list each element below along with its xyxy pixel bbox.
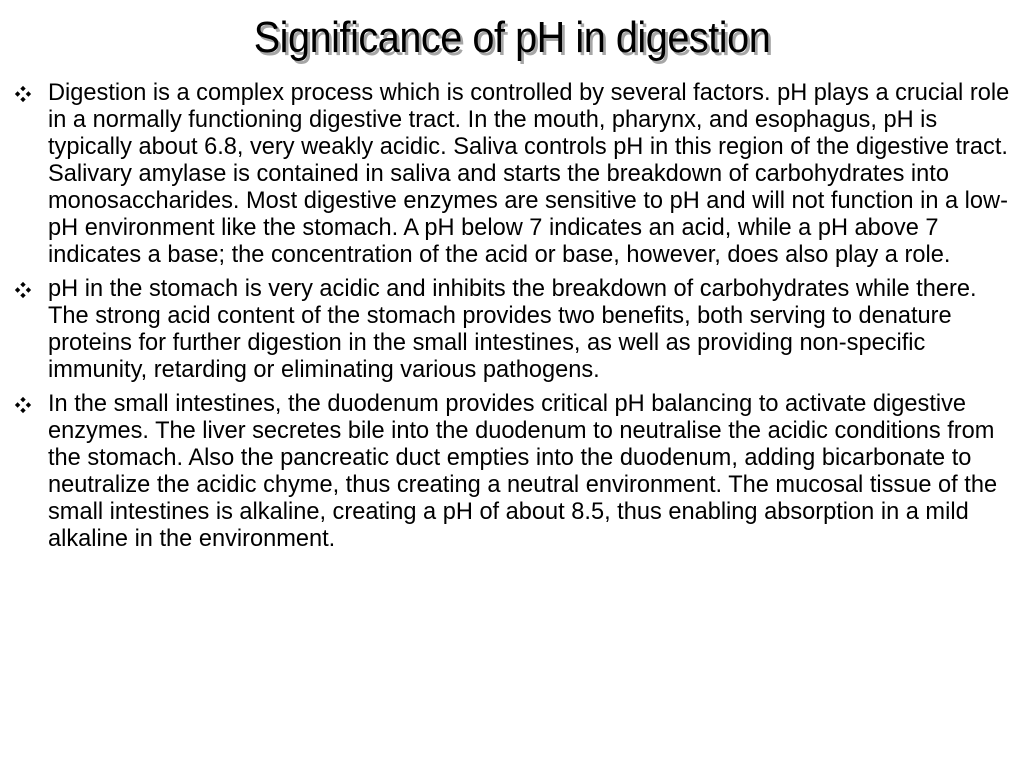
- diamond-quad-icon: [14, 276, 42, 304]
- diamond-quad-icon: [14, 391, 42, 419]
- slide-title: Significance of pH in digestion: [253, 13, 771, 62]
- bullet-text: Digestion is a complex process which is controlled by several factors. pH plays a crucial role in a normally functioning digestive tract. In the mouth, pharynx, and esophagus, pH is typically about 6.8, very weakly acidic. Saliva controls pH in this region of the digestive tract. Salivary amylase is contained in saliva and starts the breakdown of carbohydrates into monosaccharides. Most digestive enzymes are sensitive to pH and will not function in a low-pH environment like the stomach. A pH below 7 indicates an acid, while a pH above 7 indicates a base; the concentration of the acid or base, however, does also play a role.: [48, 80, 1010, 268]
- bullet-text: pH in the stomach is very acidic and inhibits the breakdown of carbohydrates while there. The strong acid content of the stomach provides two benefits, both serving to denature proteins for further digestion in the small intestines, as well as providing non-specific immunity, retarding or eliminating various pathogens.: [48, 276, 977, 383]
- bullet-item: [14, 276, 1014, 384]
- bullet-item: [14, 80, 1014, 269]
- bullet-item: [14, 391, 1014, 553]
- bullet-list: [14, 80, 1014, 560]
- diamond-quad-icon: [14, 80, 42, 108]
- bullet-text: In the small intestines, the duodenum provides critical pH balancing to activate digestive enzymes. The liver secretes bile into the duodenum to neutralise the acidic conditions from the stomach. Also the pancreatic duct empties into the duodenum, adding bicarbonate to neutralize the acidic chyme, thus creating a neutral environment. The mucosal tissue of the small intestines is alkaline, creating a pH of about 8.5, thus enabling absorption in a mild alkaline in the environment.: [48, 391, 998, 552]
